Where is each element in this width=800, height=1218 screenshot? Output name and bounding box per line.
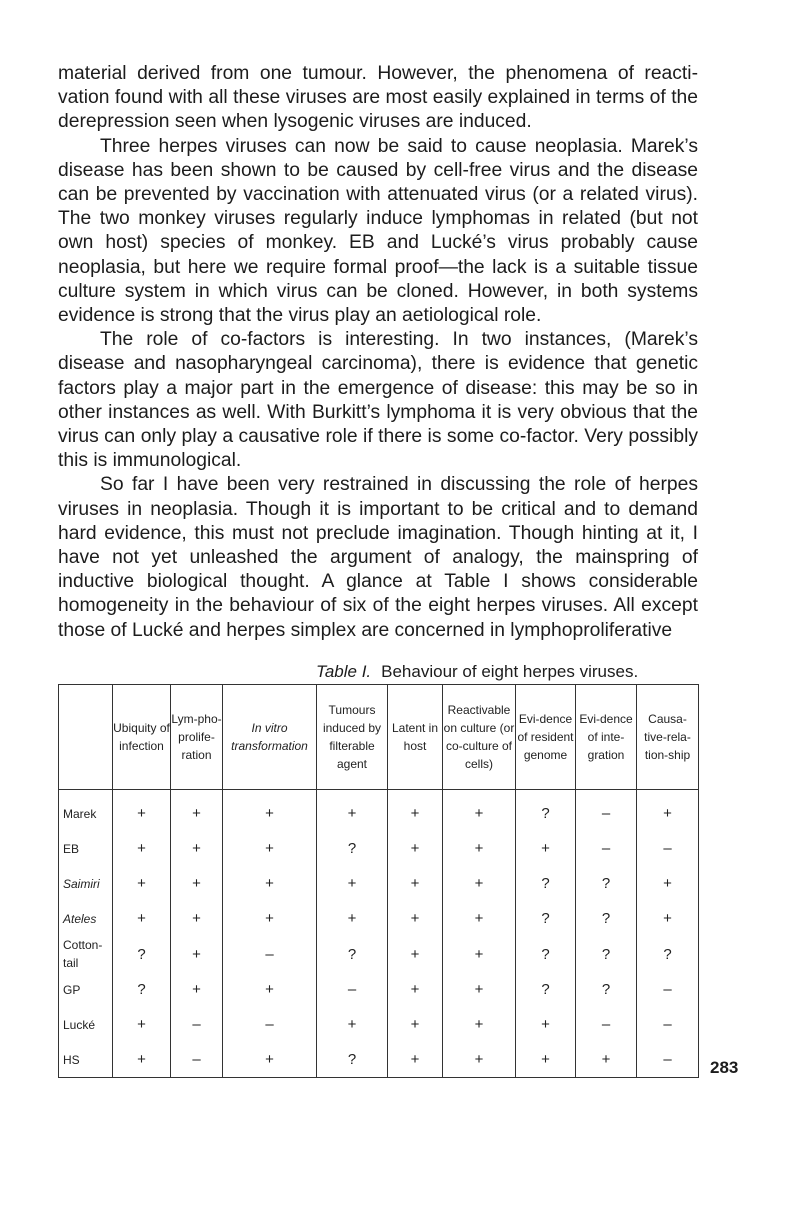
table-cell: +: [317, 1007, 388, 1042]
paragraph-4: So far I have been very restrained in discussing the role of herpes viruses in neoplasia. Though it is important to be critical and to demand hard evidence, this must not preclude imagination. Though hinting at it, I have not yet unleashed the argument of analogy, the mainspring of inductive biological thought. A glance at Table I shows considerable homogeneity in the behaviour of six of the eight herpes viruses. All except those of Lucké and herpes simplex are concerned in lymphoproliferative: [58, 474, 698, 641]
table-caption: [316, 662, 700, 682]
paragraph-2: Three herpes viruses can now be said to cause neoplasia. Marek’s disease has been shown to be caused by cell-free virus and the disease can be prevented by vaccination with attenuated virus (or a related virus). The two monkey viruses regularly induce lymphomas in related (but not own host) species of monkey. EB and Lucké’s virus probably cause neoplasia, but here we require formal proof—the lack is a suitable tissue culture system in which virus can be cloned. However, in both systems evidence is strong that the virus play an aetiological role.: [58, 135, 698, 327]
table-cell: +: [113, 866, 171, 901]
table-cell: –: [576, 790, 637, 832]
table-row: [59, 831, 699, 866]
table-cell: +: [388, 790, 443, 832]
table-cell: +: [388, 901, 443, 936]
table-cell: ?: [516, 901, 576, 936]
table-cell: –: [223, 936, 317, 972]
header-reactivable: Reactivable on culture (or co-culture of cells): [443, 685, 516, 790]
table-cell: +: [443, 972, 516, 1007]
table-cell: ?: [317, 936, 388, 972]
table-cell: ?: [516, 790, 576, 832]
table-cell: +: [443, 790, 516, 832]
header-lymphoproliferation: Lym-pho-prolife-ration: [171, 685, 223, 790]
table-cell: –: [223, 1007, 317, 1042]
header-integration: Evi-dence of inte-gration: [576, 685, 637, 790]
table-row: [59, 1007, 699, 1042]
table-cell: +: [516, 1007, 576, 1042]
table-cell: –: [637, 972, 699, 1007]
table-cell: +: [171, 866, 223, 901]
table-row: [59, 901, 699, 936]
table-caption-label: Table I.: [316, 662, 372, 681]
table-cell: +: [388, 936, 443, 972]
table-cell: +: [113, 901, 171, 936]
table-header-row: [59, 685, 699, 790]
table-caption-title: Behaviour of eight herpes viruses.: [381, 662, 639, 681]
paragraph-1: material derived from one tumour. However, the phenomena of reacti-vation found with all these viruses are most easily explained in terms of the derepression seen when lysogenic viruses are induced.: [58, 63, 698, 133]
table-body: [59, 790, 699, 1078]
table-cell: +: [317, 790, 388, 832]
table-cell: ?: [637, 936, 699, 972]
table-cell: –: [317, 972, 388, 1007]
table-row: [59, 866, 699, 901]
table-cell: +: [317, 901, 388, 936]
table-cell: +: [113, 790, 171, 832]
header-ubiquity: Ubiquity of infection: [113, 685, 171, 790]
table-cell: +: [637, 790, 699, 832]
header-in-vitro-transformation: In vitro transformation: [223, 685, 317, 790]
page-number: 283: [710, 1058, 739, 1077]
table-cell: –: [171, 1042, 223, 1078]
virus-behaviour-table: [58, 684, 699, 1078]
table-cell: +: [443, 1007, 516, 1042]
table-cell: ?: [516, 866, 576, 901]
table-cell: –: [576, 831, 637, 866]
row-virus-name: GP: [59, 972, 113, 1007]
table-row: [59, 972, 699, 1007]
table-cell: ?: [113, 972, 171, 1007]
table-cell: +: [388, 1042, 443, 1078]
header-corner: [59, 685, 113, 790]
table-cell: +: [516, 831, 576, 866]
table-cell: +: [576, 1042, 637, 1078]
row-virus-name: Ateles: [59, 901, 113, 936]
table-cell: +: [388, 972, 443, 1007]
table-cell: +: [171, 972, 223, 1007]
table-cell: +: [443, 831, 516, 866]
table-cell: +: [443, 866, 516, 901]
table-cell: +: [113, 831, 171, 866]
table-row: [59, 936, 699, 972]
table-cell: –: [637, 831, 699, 866]
table-cell: ?: [317, 831, 388, 866]
table-row: [59, 1042, 699, 1078]
table-cell: +: [223, 972, 317, 1007]
table-cell: ?: [576, 936, 637, 972]
table-cell: +: [171, 901, 223, 936]
table-cell: ?: [516, 972, 576, 1007]
table-cell: +: [223, 866, 317, 901]
table-cell: +: [223, 1042, 317, 1078]
table-cell: +: [443, 1042, 516, 1078]
row-virus-name: Saimiri: [59, 866, 113, 901]
table-cell: ?: [576, 866, 637, 901]
table-cell: +: [171, 790, 223, 832]
table-row: [59, 790, 699, 832]
body-text: [58, 62, 698, 643]
table-cell: +: [317, 866, 388, 901]
table-cell: –: [637, 1007, 699, 1042]
row-virus-name: EB: [59, 831, 113, 866]
table-cell: +: [443, 901, 516, 936]
table-cell: –: [171, 1007, 223, 1042]
table-cell: +: [637, 901, 699, 936]
header-causative: Causa-tive-rela-tion-ship: [637, 685, 699, 790]
table-cell: +: [171, 936, 223, 972]
table-cell: +: [171, 831, 223, 866]
table-cell: +: [113, 1007, 171, 1042]
table-cell: –: [576, 1007, 637, 1042]
table-cell: –: [637, 1042, 699, 1078]
table-cell: ?: [113, 936, 171, 972]
table-cell: +: [223, 831, 317, 866]
header-tumours-filterable: Tumours induced by filterable agent: [317, 685, 388, 790]
table-cell: +: [223, 901, 317, 936]
row-virus-name: Marek: [59, 790, 113, 832]
table-cell: +: [516, 1042, 576, 1078]
table-cell: +: [113, 1042, 171, 1078]
row-virus-name: HS: [59, 1042, 113, 1078]
table-cell: +: [637, 866, 699, 901]
table-cell: ?: [576, 901, 637, 936]
row-virus-name: Cotton-tail: [59, 936, 113, 972]
header-latent: Latent in host: [388, 685, 443, 790]
table-cell: ?: [317, 1042, 388, 1078]
table-cell: +: [388, 866, 443, 901]
table-cell: +: [388, 831, 443, 866]
row-virus-name: Lucké: [59, 1007, 113, 1042]
table-cell: ?: [516, 936, 576, 972]
table-cell: +: [388, 1007, 443, 1042]
table-cell: +: [223, 790, 317, 832]
paragraph-3: The role of co-factors is interesting. In two instances, (Marek’s disease and nasopharyngeal carcinoma), there is evidence that genetic factors play a major part in the emergence of disease: this may be so in other instances as well. With Burkitt’s lymphoma it is very obvious that the virus can only play a causative role if there is some co-factor. Very possibly this is immunological.: [58, 329, 698, 472]
header-resident-genome: Evi-dence of resident genome: [516, 685, 576, 790]
table-cell: ?: [576, 972, 637, 1007]
table-cell: +: [443, 936, 516, 972]
